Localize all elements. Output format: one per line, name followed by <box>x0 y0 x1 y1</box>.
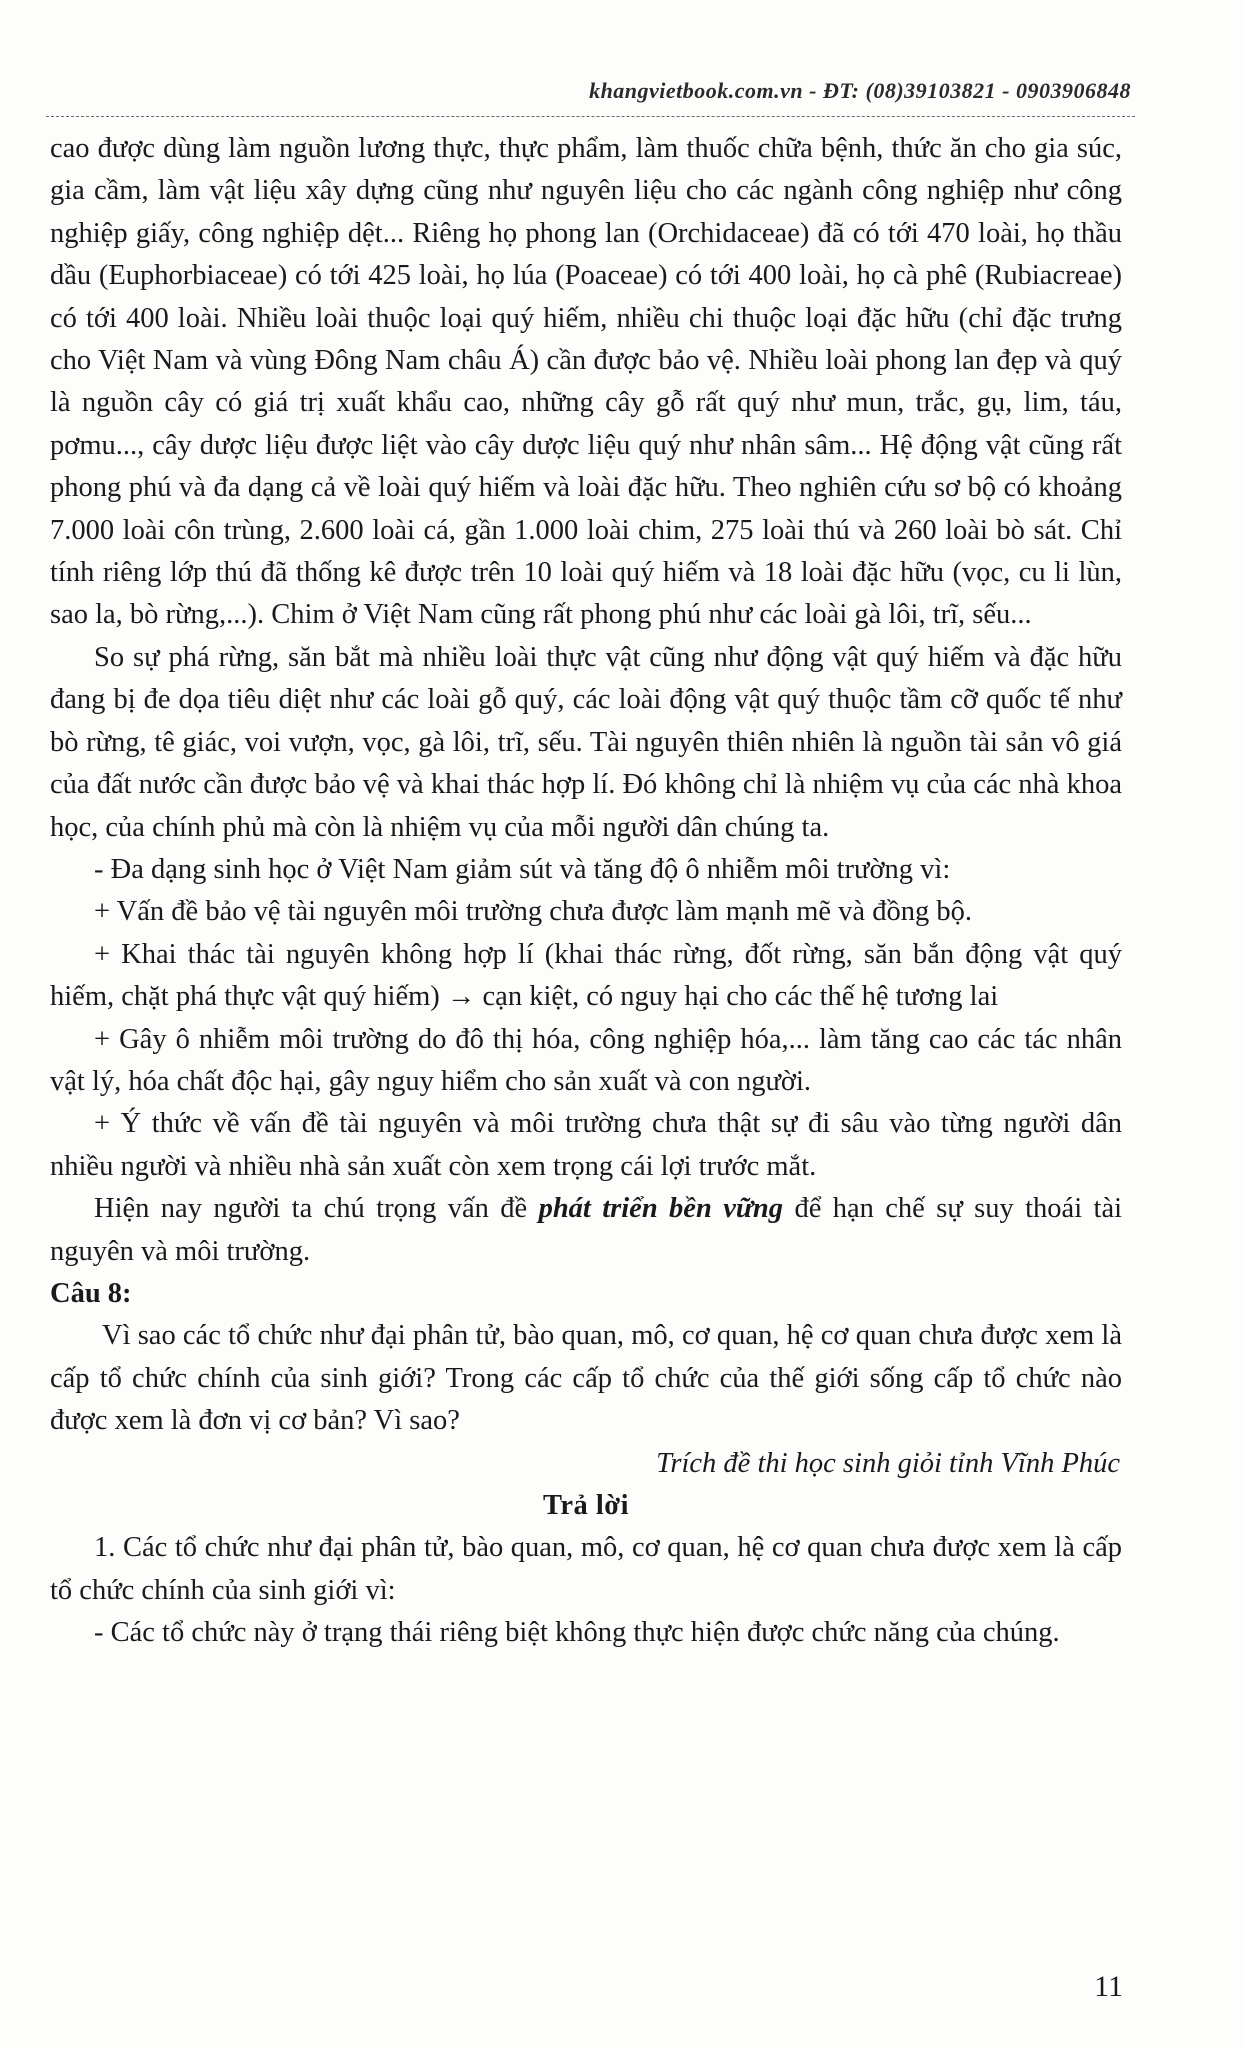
page-header: khangvietbook.com.vn - ĐT: (08)39103821 - 0903906848 <box>589 78 1131 103</box>
list-item-exploitation: + Khai thác tài nguyên không hợp lí (khai thác rừng, đốt rừng, săn bắn động vật quý hiếm, chặt phá thực vật quý hiếm) → cạn kiệt, có nguy hại cho các thế hệ tương lai <box>50 938 1122 1013</box>
text-segment: để hạn chế sự suy thoái tài nguyên và môi trường. <box>50 1193 1123 1267</box>
page-number: 11 <box>1094 1970 1123 2003</box>
list-item-protection: + Vấn đề bảo vệ tài nguyên môi trường chưa được làm mạnh mẽ và đồng bộ. <box>94 896 972 928</box>
answer-paragraph-2: - Các tổ chức này ở trạng thái riêng biệt không thực hiện được chức năng của chúng. <box>94 1617 1060 1649</box>
text-segment: Hiện nay người ta chú trọng vấn đề <box>94 1193 539 1225</box>
paragraph-sustainable-development <box>50 1188 1122 1273</box>
emphasis-term: phát triển bền vững <box>538 1193 784 1225</box>
paragraph-threats: So sự phá rừng, săn bắt mà nhiều loài thực vật cũng như động vật quý hiếm và đặc hữu đang bị đe dọa tiêu diệt như các loài gỗ quý, các loài động vật quý thuộc tầm cỡ quốc tế như bò rừng, tê giác, voi vượn, vọc, gà lôi, trĩ, sếu. Tài nguyên thiên nhiên là nguồn tài sản vô giá của đất nước cần được bảo vệ và khai thác hợp lí. Đó không chỉ là nhiệm vụ của các nhà khoa học, của chính phủ mà còn là nhiệm vụ của mỗi người dân chúng ta. <box>50 641 1122 843</box>
paragraph-decline-reasons: - Đa dạng sinh học ở Việt Nam giảm sút và tăng độ ô nhiễm môi trường vì: <box>94 853 951 885</box>
question-text: Vì sao các tổ chức như đại phân tử, bào quan, mô, cơ quan, hệ cơ quan chưa được xem là cấp tổ chức chính của sinh giới? Trong các cấp tổ chức của thế giới sống cấp tổ chức nào được xem là đơn vị cơ bản? Vì sao? <box>50 1320 1122 1437</box>
list-item-pollution: + Gây ô nhiễm môi trường do đô thị hóa, công nghiệp hóa,... làm tăng cao các tác nhân vật lý, hóa chất độc hại, gây nguy hiểm cho sản xuất và con người. <box>50 1023 1122 1097</box>
header-divider <box>46 116 1135 117</box>
question-label: Câu 8: <box>50 1277 132 1309</box>
question-source: Trích đề thi học sinh giỏi tỉnh Vĩnh Phúc <box>656 1447 1120 1479</box>
paragraph-continuation: cao được dùng làm nguồn lương thực, thực phẩm, làm thuốc chữa bệnh, thức ăn cho gia súc, gia cầm, làm vật liệu xây dựng cũng như nguyên liệu cho các ngành công nghiệp như công nghiệp giấy, công nghiệp dệt... Riêng họ phong lan (Orchidaceae) đã có tới 470 loài, họ thầu dầu (Euphorbiaceae) có tới 425 loài, họ lúa (Poaceae) có tới 400 loài, họ cà phê (Rubiacreae) có tới 400 loài. Nhiều loài thuộc loại quý hiếm, nhiều chi thuộc loại đặc hữu (chỉ đặc trưng cho Việt Nam và vùng Đông Nam châu Á) cần được bảo vệ. Nhiều loài phong lan đẹp và quý là nguồn cây có giá trị xuất khẩu cao, những cây gỗ rất quý như mun, trắc, gụ, lim, táu, pơmu..., cây dược liệu được liệt vào cây dược liệu quý như nhân sâm... Hệ động vật cũng rất phong phú và đa dạng cả về loài quý hiếm và loài đặc hữu. Theo nghiên cứu sơ bộ có khoảng 7.000 loài côn trùng, 2.600 loài cá, gần 1.000 loài chim, 275 loài thú và 260 loài bò sát. Chỉ tính riêng lớp thú đã thống kê được trên 10 loài quý hiếm và 18 loài đặc hữu (vọc, cu li lùn, sao la, bò rừng,...). Chim ở Việt Nam cũng rất phong phú như các loài gà lôi, trĩ, sếu... <box>50 133 1122 631</box>
answer-paragraph-1: 1. Các tổ chức như đại phân tử, bào quan, mô, cơ quan, hệ cơ quan chưa được xem là cấp tổ chức chính của sinh giới vì: <box>50 1532 1122 1606</box>
list-item-awareness: + Ý thức về vấn đề tài nguyên và môi trường chưa thật sự đi sâu vào từng người dân nhiều người và nhiều nhà sản xuất còn xem trọng cái lợi trước mắt. <box>50 1108 1122 1182</box>
answer-heading: Trả lời <box>542 1490 630 1521</box>
page-content <box>50 128 1122 1655</box>
